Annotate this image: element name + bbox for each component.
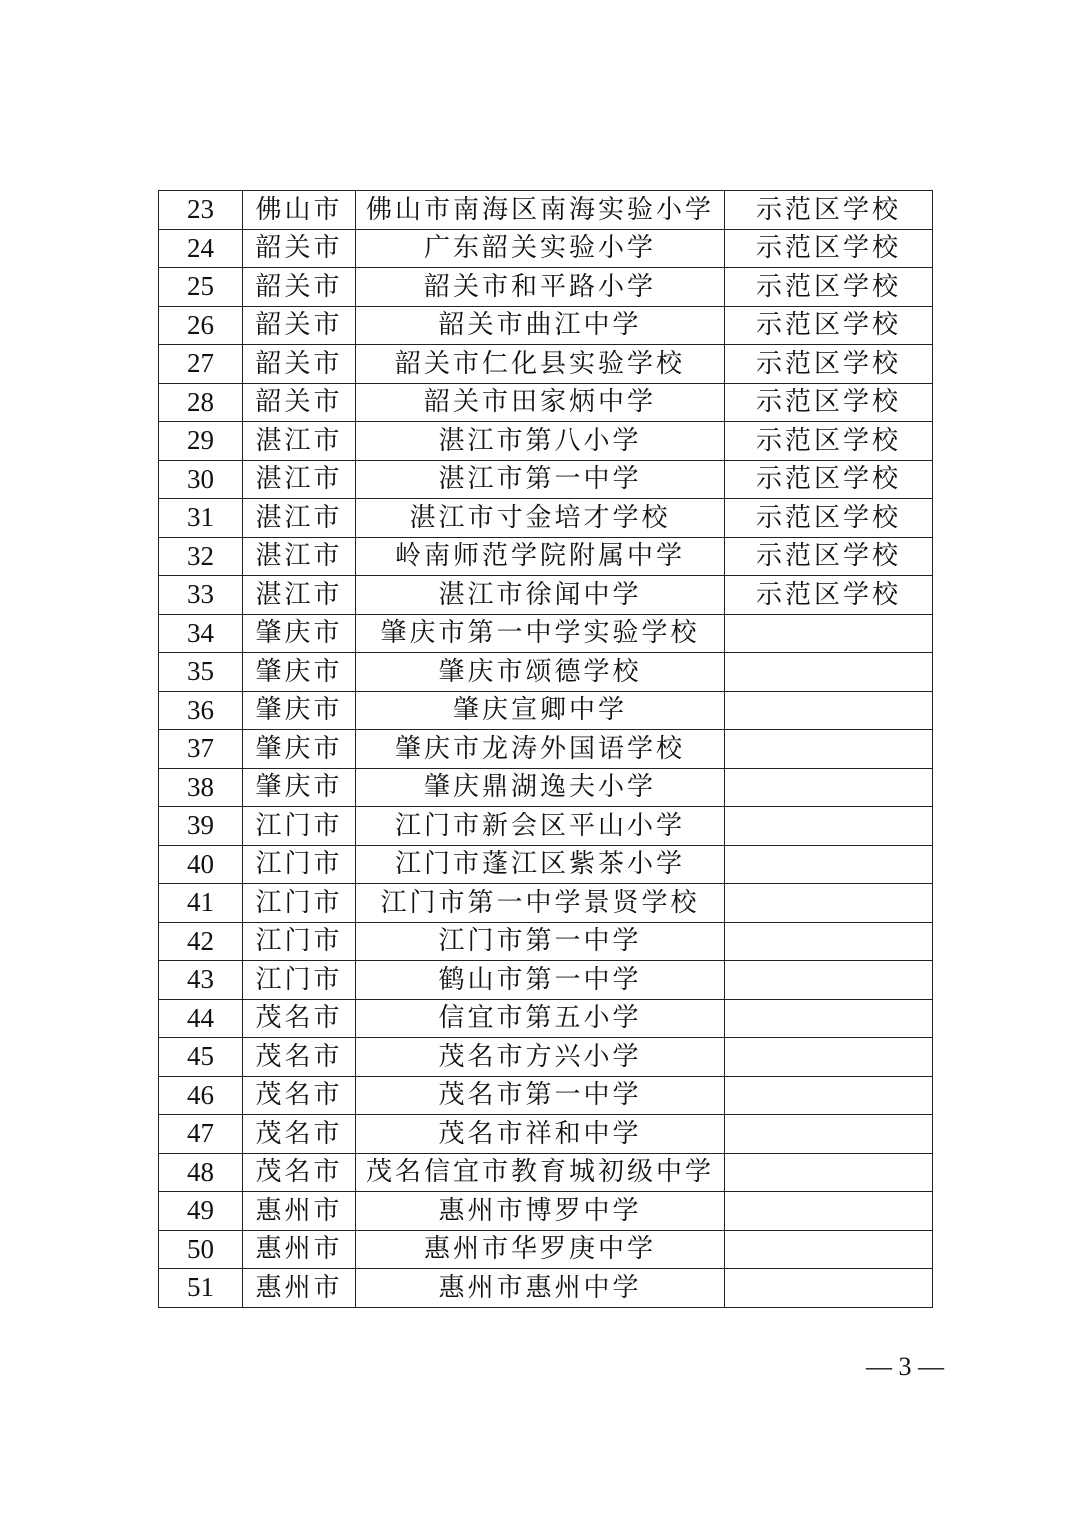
school-name-cell: 韶关市和平路小学 <box>356 268 725 307</box>
city-cell: 茂名市 <box>243 1038 356 1077</box>
table-row <box>159 807 933 846</box>
remark-cell <box>725 691 933 730</box>
city-cell: 茂名市 <box>243 1153 356 1192</box>
school-name-cell: 湛江市徐闻中学 <box>356 576 725 615</box>
row-number-cell: 24 <box>159 229 243 268</box>
city-cell: 湛江市 <box>243 460 356 499</box>
row-number-cell: 50 <box>159 1230 243 1269</box>
table-row <box>159 1076 933 1115</box>
table-row <box>159 383 933 422</box>
remark-cell: 示范区学校 <box>725 460 933 499</box>
row-number-cell: 49 <box>159 1192 243 1231</box>
remark-cell: 示范区学校 <box>725 306 933 345</box>
table-row <box>159 730 933 769</box>
remark-cell <box>725 1153 933 1192</box>
row-number-cell: 34 <box>159 614 243 653</box>
school-list-table <box>158 190 933 1308</box>
remark-cell: 示范区学校 <box>725 268 933 307</box>
table-row <box>159 691 933 730</box>
row-number-cell: 40 <box>159 845 243 884</box>
school-name-cell: 江门市蓬江区紫茶小学 <box>356 845 725 884</box>
school-name-cell: 韶关市曲江中学 <box>356 306 725 345</box>
remark-cell: 示范区学校 <box>725 499 933 538</box>
remark-cell <box>725 768 933 807</box>
school-name-cell: 肇庆市颂德学校 <box>356 653 725 692</box>
city-cell: 湛江市 <box>243 499 356 538</box>
city-cell: 肇庆市 <box>243 653 356 692</box>
row-number-cell: 38 <box>159 768 243 807</box>
school-name-cell: 茂名市第一中学 <box>356 1076 725 1115</box>
table-row <box>159 1153 933 1192</box>
school-name-cell: 肇庆市龙涛外国语学校 <box>356 730 725 769</box>
city-cell: 惠州市 <box>243 1269 356 1308</box>
city-cell: 湛江市 <box>243 537 356 576</box>
page-number: — 3 — <box>866 1352 944 1381</box>
row-number-cell: 47 <box>159 1115 243 1154</box>
remark-cell <box>725 614 933 653</box>
row-number-cell: 43 <box>159 961 243 1000</box>
school-name-cell: 肇庆市第一中学实验学校 <box>356 614 725 653</box>
remark-cell: 示范区学校 <box>725 229 933 268</box>
city-cell: 湛江市 <box>243 576 356 615</box>
table-row <box>159 922 933 961</box>
remark-cell <box>725 999 933 1038</box>
remark-cell <box>725 1192 933 1231</box>
remark-cell <box>725 1076 933 1115</box>
city-cell: 韶关市 <box>243 345 356 384</box>
school-name-cell: 岭南师范学院附属中学 <box>356 537 725 576</box>
row-number-cell: 41 <box>159 884 243 923</box>
city-cell: 茂名市 <box>243 999 356 1038</box>
table-row <box>159 1038 933 1077</box>
row-number-cell: 23 <box>159 191 243 230</box>
remark-cell: 示范区学校 <box>725 191 933 230</box>
row-number-cell: 45 <box>159 1038 243 1077</box>
school-name-cell: 江门市第一中学 <box>356 922 725 961</box>
school-name-cell: 肇庆鼎湖逸夫小学 <box>356 768 725 807</box>
city-cell: 韶关市 <box>243 229 356 268</box>
remark-cell <box>725 730 933 769</box>
row-number-cell: 25 <box>159 268 243 307</box>
table-row <box>159 460 933 499</box>
city-cell: 江门市 <box>243 922 356 961</box>
city-cell: 惠州市 <box>243 1230 356 1269</box>
school-name-cell: 湛江市第一中学 <box>356 460 725 499</box>
city-cell: 惠州市 <box>243 1192 356 1231</box>
remark-cell <box>725 845 933 884</box>
school-name-cell: 韶关市仁化县实验学校 <box>356 345 725 384</box>
table-row <box>159 191 933 230</box>
table-row <box>159 653 933 692</box>
row-number-cell: 42 <box>159 922 243 961</box>
school-name-cell: 茂名信宜市教育城初级中学 <box>356 1153 725 1192</box>
row-number-cell: 30 <box>159 460 243 499</box>
table-row <box>159 345 933 384</box>
city-cell: 韶关市 <box>243 268 356 307</box>
table-row <box>159 306 933 345</box>
table-row <box>159 1115 933 1154</box>
remark-cell: 示范区学校 <box>725 383 933 422</box>
table-row <box>159 614 933 653</box>
school-name-cell: 鹤山市第一中学 <box>356 961 725 1000</box>
table-row <box>159 422 933 461</box>
remark-cell: 示范区学校 <box>725 345 933 384</box>
city-cell: 江门市 <box>243 845 356 884</box>
remark-cell <box>725 1038 933 1077</box>
table-row <box>159 1230 933 1269</box>
row-number-cell: 37 <box>159 730 243 769</box>
city-cell: 江门市 <box>243 807 356 846</box>
row-number-cell: 44 <box>159 999 243 1038</box>
remark-cell: 示范区学校 <box>725 537 933 576</box>
school-name-cell: 惠州市惠州中学 <box>356 1269 725 1308</box>
row-number-cell: 33 <box>159 576 243 615</box>
remark-cell: 示范区学校 <box>725 576 933 615</box>
city-cell: 肇庆市 <box>243 614 356 653</box>
city-cell: 茂名市 <box>243 1076 356 1115</box>
school-name-cell: 信宜市第五小学 <box>356 999 725 1038</box>
school-name-cell: 惠州市博罗中学 <box>356 1192 725 1231</box>
row-number-cell: 26 <box>159 306 243 345</box>
city-cell: 韶关市 <box>243 306 356 345</box>
city-cell: 肇庆市 <box>243 730 356 769</box>
table-row <box>159 537 933 576</box>
remark-cell <box>725 922 933 961</box>
city-cell: 肇庆市 <box>243 768 356 807</box>
row-number-cell: 46 <box>159 1076 243 1115</box>
row-number-cell: 48 <box>159 1153 243 1192</box>
city-cell: 茂名市 <box>243 1115 356 1154</box>
row-number-cell: 36 <box>159 691 243 730</box>
school-name-cell: 茂名市方兴小学 <box>356 1038 725 1077</box>
table-row <box>159 999 933 1038</box>
school-name-cell: 湛江市第八小学 <box>356 422 725 461</box>
table-row <box>159 884 933 923</box>
row-number-cell: 39 <box>159 807 243 846</box>
remark-cell <box>725 961 933 1000</box>
school-name-cell: 广东韶关实验小学 <box>356 229 725 268</box>
table-row <box>159 961 933 1000</box>
school-name-cell: 江门市第一中学景贤学校 <box>356 884 725 923</box>
remark-cell <box>725 653 933 692</box>
table-row <box>159 576 933 615</box>
remark-cell: 示范区学校 <box>725 422 933 461</box>
school-name-cell: 佛山市南海区南海实验小学 <box>356 191 725 230</box>
school-name-cell: 茂名市祥和中学 <box>356 1115 725 1154</box>
table-body <box>159 191 933 1308</box>
row-number-cell: 31 <box>159 499 243 538</box>
row-number-cell: 29 <box>159 422 243 461</box>
school-name-cell: 江门市新会区平山小学 <box>356 807 725 846</box>
city-cell: 肇庆市 <box>243 691 356 730</box>
school-name-cell: 肇庆宣卿中学 <box>356 691 725 730</box>
table-row <box>159 1192 933 1231</box>
table-row <box>159 845 933 884</box>
table-row <box>159 268 933 307</box>
remark-cell <box>725 807 933 846</box>
row-number-cell: 51 <box>159 1269 243 1308</box>
remark-cell <box>725 1230 933 1269</box>
city-cell: 韶关市 <box>243 383 356 422</box>
table-row <box>159 229 933 268</box>
city-cell: 江门市 <box>243 884 356 923</box>
remark-cell <box>725 1269 933 1308</box>
row-number-cell: 28 <box>159 383 243 422</box>
table-row <box>159 499 933 538</box>
remark-cell <box>725 1115 933 1154</box>
table-row <box>159 768 933 807</box>
row-number-cell: 27 <box>159 345 243 384</box>
row-number-cell: 35 <box>159 653 243 692</box>
school-name-cell: 惠州市华罗庚中学 <box>356 1230 725 1269</box>
city-cell: 湛江市 <box>243 422 356 461</box>
city-cell: 江门市 <box>243 961 356 1000</box>
city-cell: 佛山市 <box>243 191 356 230</box>
table-row <box>159 1269 933 1308</box>
row-number-cell: 32 <box>159 537 243 576</box>
remark-cell <box>725 884 933 923</box>
school-name-cell: 湛江市寸金培才学校 <box>356 499 725 538</box>
school-name-cell: 韶关市田家炳中学 <box>356 383 725 422</box>
